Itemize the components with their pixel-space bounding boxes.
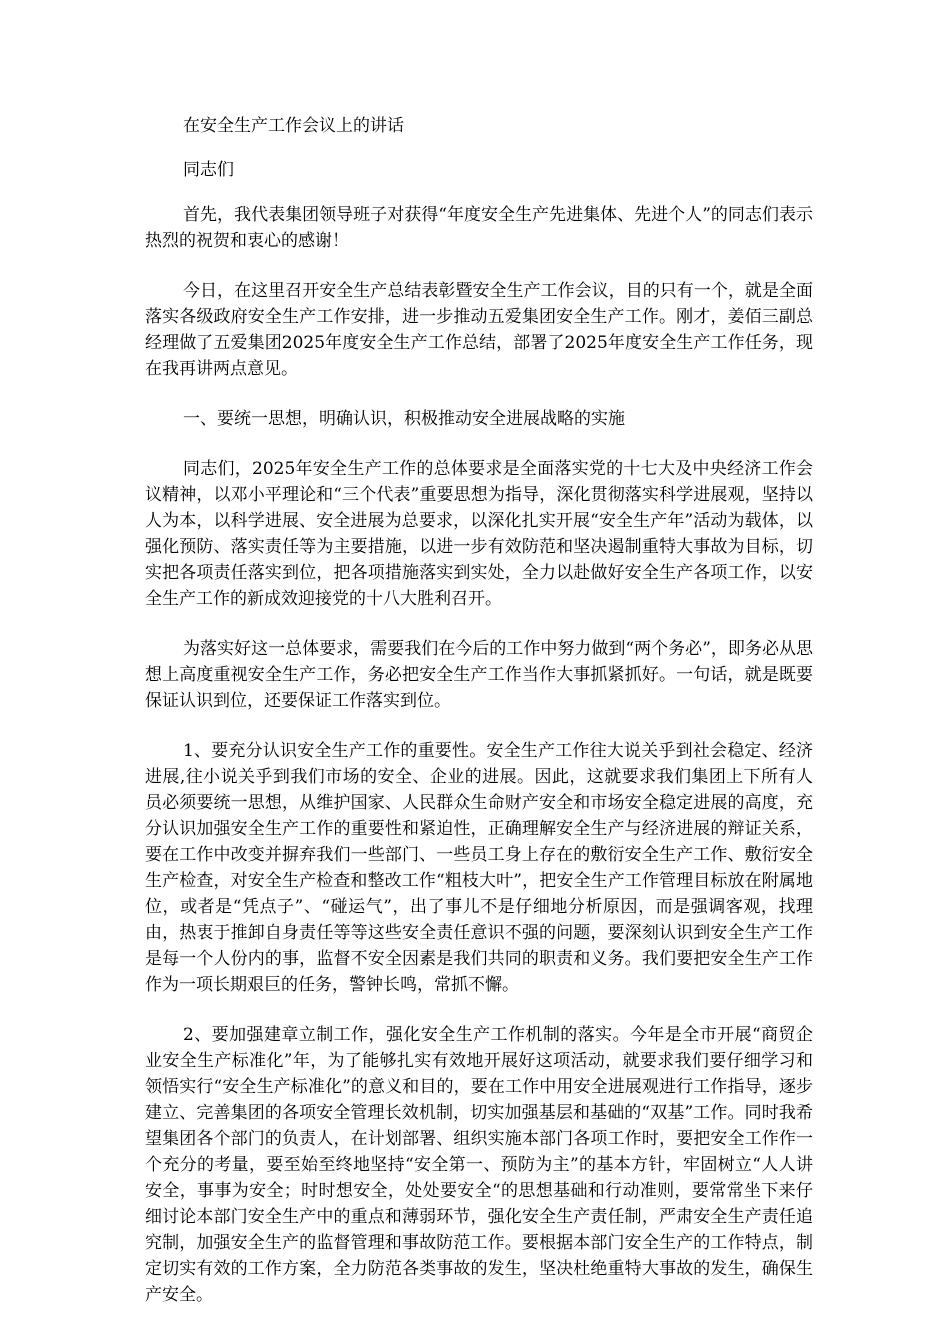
section-heading-1: 一、要统一思想，明确认识，积极推动安全进展战略的实施 [183, 409, 625, 429]
paragraph-thanks: 首先，我代表集团领导班子对获得“年度安全生产先进集体、先进个人”的同志们表示热烈的祝贺和衷心的感谢！ [145, 205, 813, 251]
document-body [145, 113, 813, 1308]
document-title: 在安全生产工作会议上的讲话 [183, 116, 404, 136]
paragraph-intro: 今日，在这里召开安全生产总结表彰暨安全生产工作会议，目的只有一个，就是全面落实各级政府安全生产工作安排，进一步推动五爱集团安全生产工作。刚才，姜佰三副总经理做了五爱集团2025年度安全生产工作总结，部署了2025年度安全生产工作任务，现在我再讲两点意见。 [145, 281, 813, 379]
salutation: 同志们 [183, 160, 234, 180]
paragraph-two-musts: 为落实好这一总体要求，需要我们在今后的工作中努力做到“两个务必”，即务必从思想上高度重视安全生产工作，务必把安全生产工作当作大事抓紧抓好。一句话，就是既要保证认识到位，还要保证工作落实到位。 [145, 639, 813, 711]
paragraph-overall-requirements: 同志们，2025年安全生产工作的总体要求是全面落实党的十七大及中央经济工作会议精神，以邓小平理论和“三个代表”重要思想为指导，深化贯彻落实科学进展观，坚持以人为本，以科学进展、安全进展为总要求，以深化扎实开展“安全生产年”活动为载体，以强化预防、落实责任等为主要措施，以进一步有效防范和坚决遏制重特大事故为目标，切实把各项责任落实到位，把各项措施落实到实处，全力以赴做好安全生产各项工作，以安全生产工作的新成效迎接党的十八大胜利召开。 [145, 459, 813, 609]
paragraph-point-2: 2、要加强建章立制工作，强化安全生产工作机制的落实。今年是全市开展“商贸企业安全生产标准化”年，为了能够扎实有效地开展好这项活动，就要求我们要仔细学习和领悟实行“安全生产标准化”的意义和目的，要在工作中用安全进展观进行工作指导，逐步建立、完善集团的各项安全管理长效机制，切实加强基层和基础的“双基”工作。同时我希望集团各个部门的负责人，在计划部署、组织实施本部门各项工作时，要把安全工作作一个充分的考量，要至始至终地坚持“安全第一、预防为主”的基本方针，牢固树立“人人讲安全，事事为安全；时时想安全，处处要安全“的思想基础和行动准则，要常常坐下来仔细讨论本部门安全生产中的重点和薄弱环节，强化安全生产责任制，严肃安全生产责任追究制，加强安全生产的监督管理和事故防范工作。要根据本部门安全生产的工作特点，制定切实有效的工作方案，全力防范各类事故的发生，坚决杜绝重特大事故的发生，确保生产安全。 [145, 1025, 813, 1305]
paragraph-point-1: 1、要充分认识安全生产工作的重要性。安全生产工作往大说关乎到社会稳定、经济进展,往小说关乎到我们市场的安全、企业的进展。因此，这就要求我们集团上下所有人员必须要统一思想，从维护国家、人民群众生命财产安全和市场安全稳定进展的高度，充分认识加强安全生产工作的重要性和紧迫性，正确理解安全生产与经济进展的辩证关系，要在工作中改变并摒弃我们一些部门、一些员工身上存在的敷衍安全生产工作、敷衍安全生产检查，对安全生产检查和整改工作“粗枝大叶”，把安全生产工作管理目标放在附属地位，或者是“凭点子”、“碰运气”，出了事儿不是仔细地分析原因，而是强调客观，找理由，热衷于推卸自身责任等等这些安全责任意识不强的问题，要深刻认识到安全生产工作是每一个人份内的事，监督不安全因素是我们共同的职责和义务。我们要把安全生产工作作为一项长期艰巨的任务，警钟长鸣，常抓不懈。 [145, 741, 813, 995]
